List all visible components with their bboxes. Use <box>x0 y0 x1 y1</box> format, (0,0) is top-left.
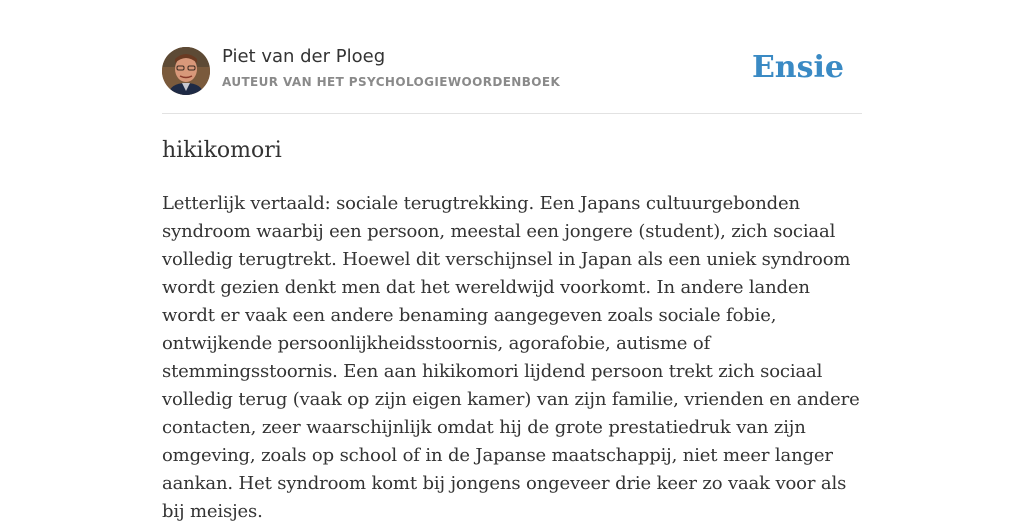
author-avatar[interactable] <box>162 47 210 95</box>
avatar-photo <box>162 47 210 95</box>
entry-term: hikikomori <box>162 138 282 163</box>
author-name[interactable]: Piet van der Ploeg <box>222 46 386 67</box>
header <box>162 0 862 114</box>
author-role: AUTEUR VAN HET PSYCHOLOGIEWOORDENBOEK <box>222 75 561 89</box>
entry-definition: Letterlijk vertaald: sociale terugtrekking. Een Japans cultuurgebonden syndroom waarbij een persoon, meestal een jongere (student), zich sociaal volledig terugtrekt. Hoewel dit verschijnsel in Japan als een uniek syndroom wordt gezien denkt men dat het wereldwijd voorkomt. In andere landen wordt er vaak een andere benaming aangegeven zoals sociale fobie, ontwijkende persoonlijkheidsstoornis, agorafobie, autisme of stemmingsstoornis. Een aan hikikomori lijdend persoon trekt zich sociaal volledig terug (vaak op zijn eigen kamer) van zijn familie, vrienden en andere contacten, zeer waarschijnlijk omdat hij de grote prestatiedruk van zijn omgeving, zoals op school of in de Japanse maatschappij, niet meer langer aankan. Het syndroom komt bij jongens ongeveer drie keer zo vaak voor als bij meisjes. <box>162 193 860 522</box>
site-logo[interactable]: Ensie <box>751 50 844 85</box>
page-container <box>162 0 862 522</box>
